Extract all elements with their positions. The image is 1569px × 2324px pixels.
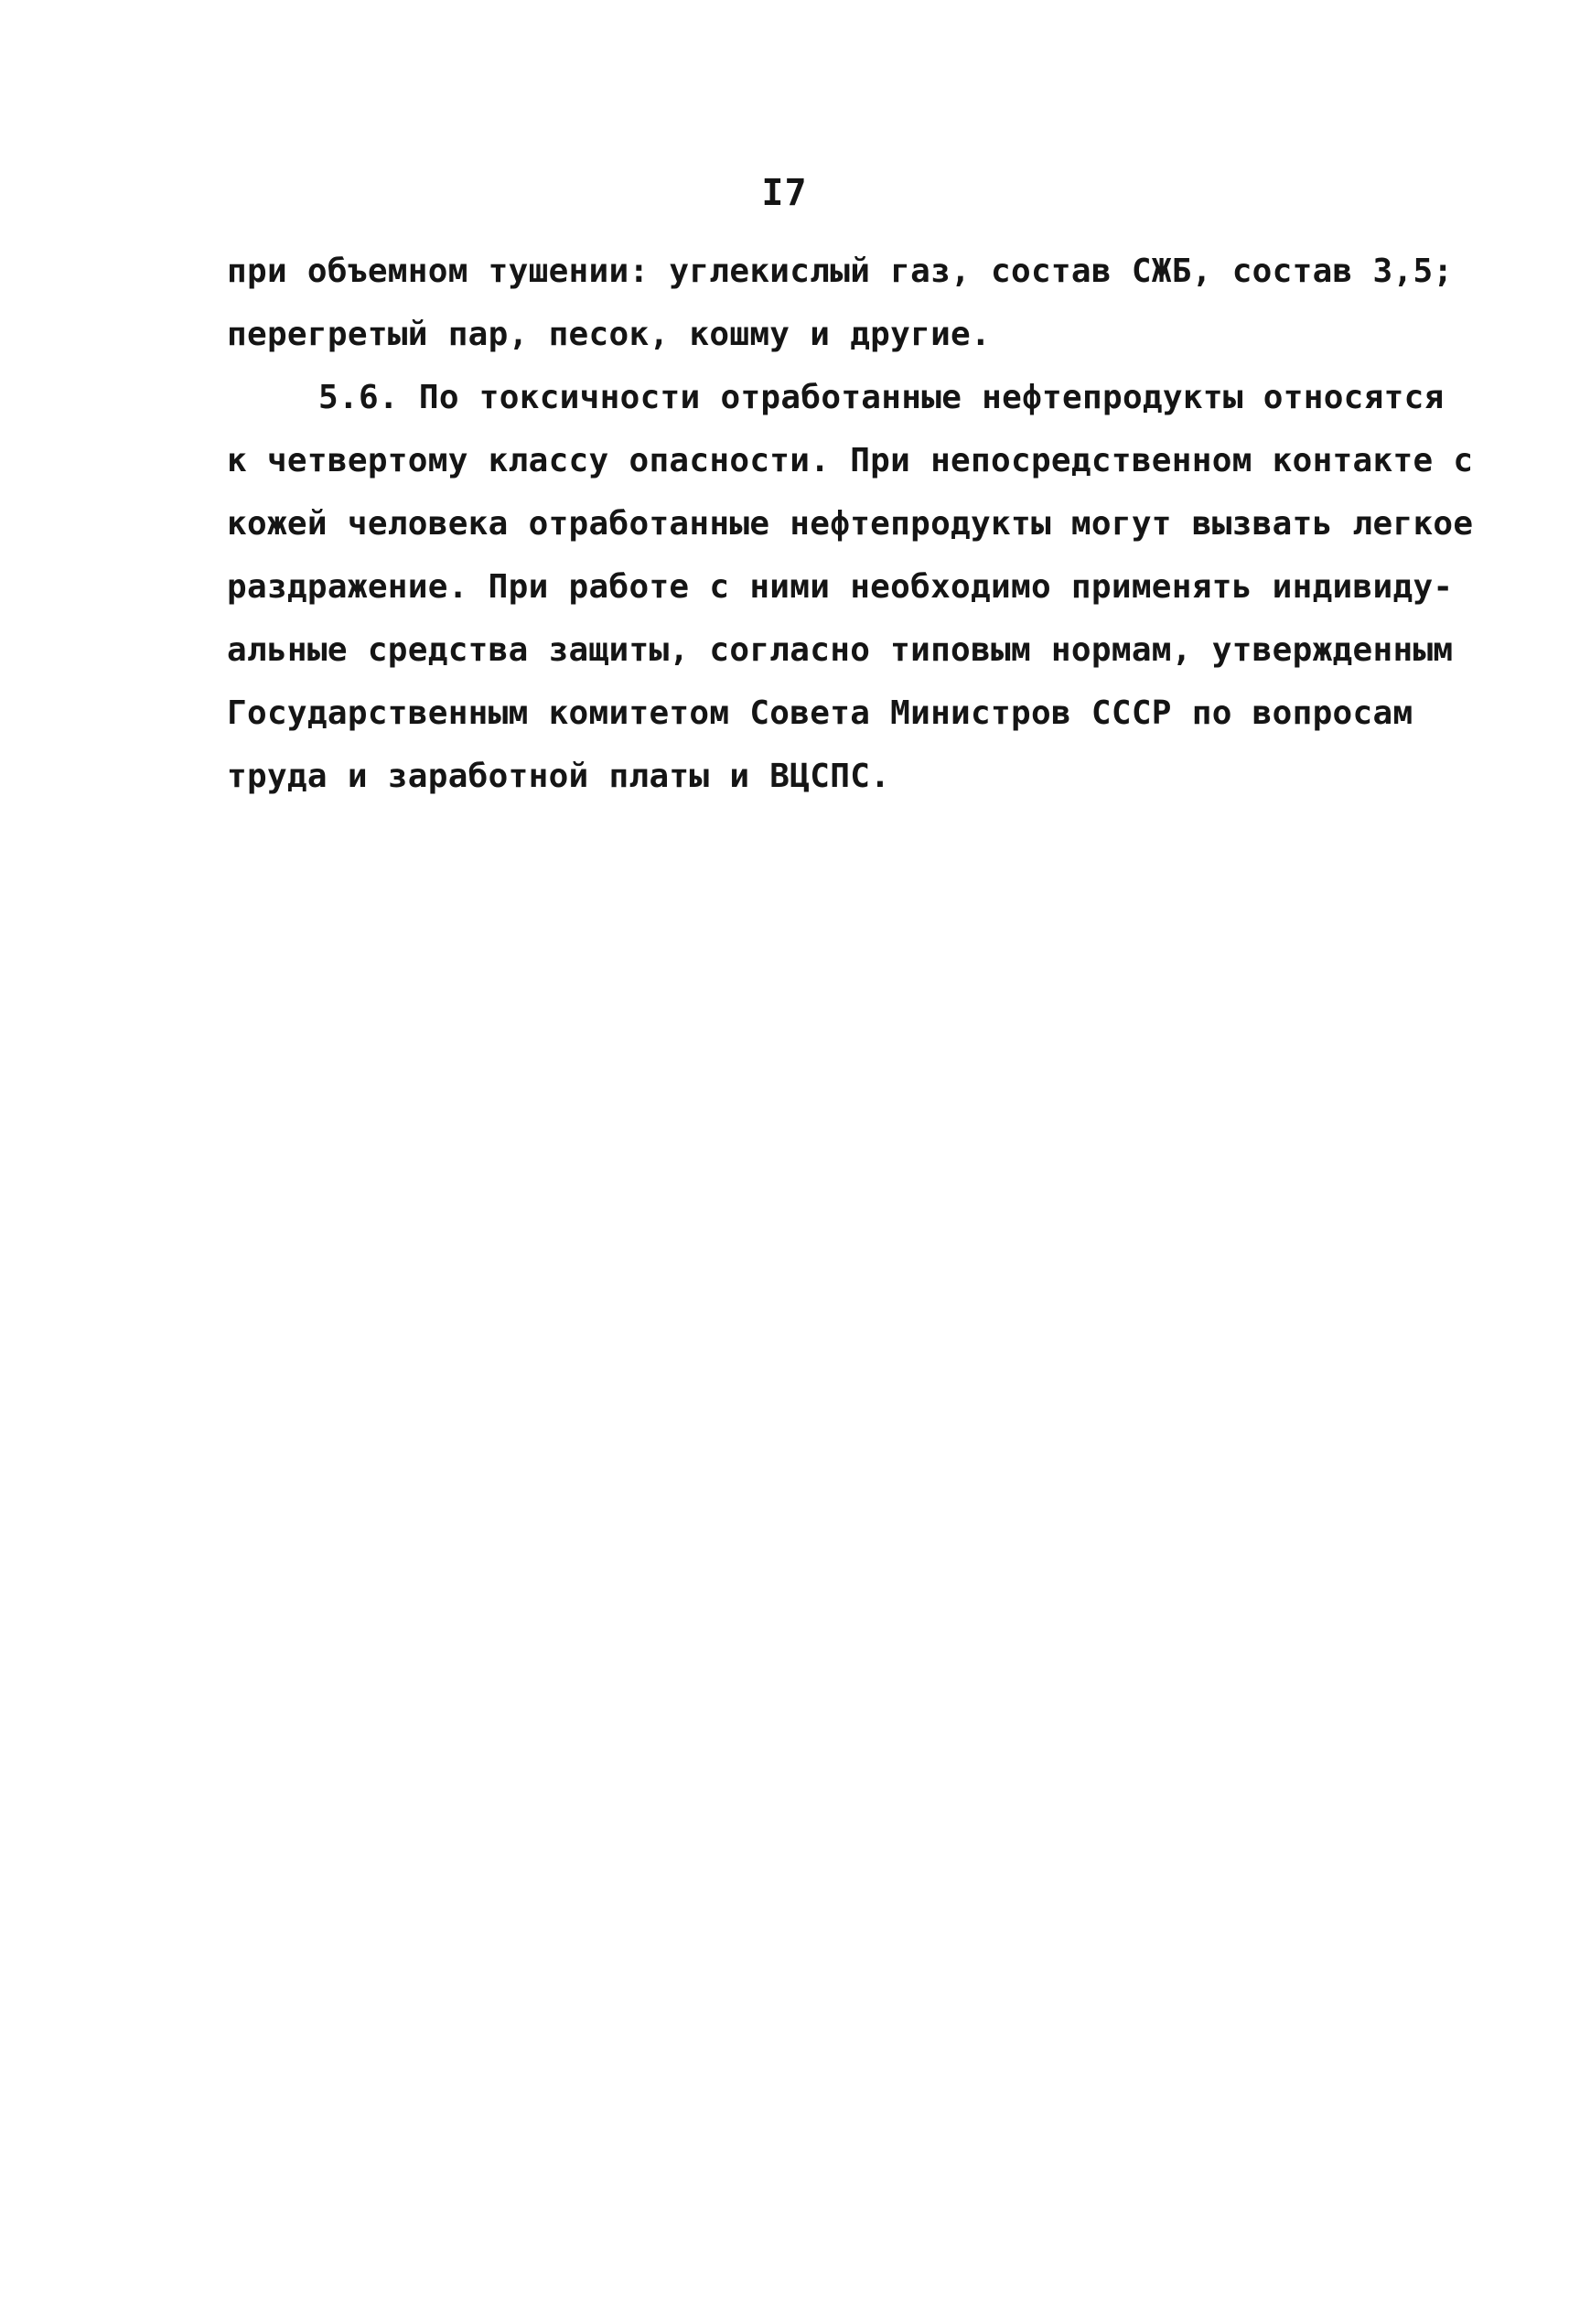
text-line: альные средства защиты, согласно типовым нормам, утвержденным <box>227 631 1454 669</box>
text-line: труда и заработной платы и ВЦСПС. <box>227 758 891 795</box>
page-number: I7 <box>761 172 808 214</box>
paragraph-5-6-first-line: 5.6. По токсичности отработанные нефтепродукты относятся <box>318 379 1445 416</box>
text-line: перегретый пар, песок, кошму и другие. <box>227 316 992 353</box>
text-line: раздражение. При работе с ними необходимо применять индивиду- <box>227 568 1454 606</box>
text-line: к четвертому классу опасности. При непосредственном контакте с <box>227 442 1474 479</box>
body-text <box>227 240 1474 808</box>
text-line: при объемном тушении: углекислый газ, состав СЖБ, состав 3,5; <box>227 253 1454 290</box>
text-line: кожей человека отработанные нефтепродукты могут вызвать легкое <box>227 505 1474 543</box>
text-line: Государственным комитетом Совета Министров СССР по вопросам <box>227 694 1413 732</box>
